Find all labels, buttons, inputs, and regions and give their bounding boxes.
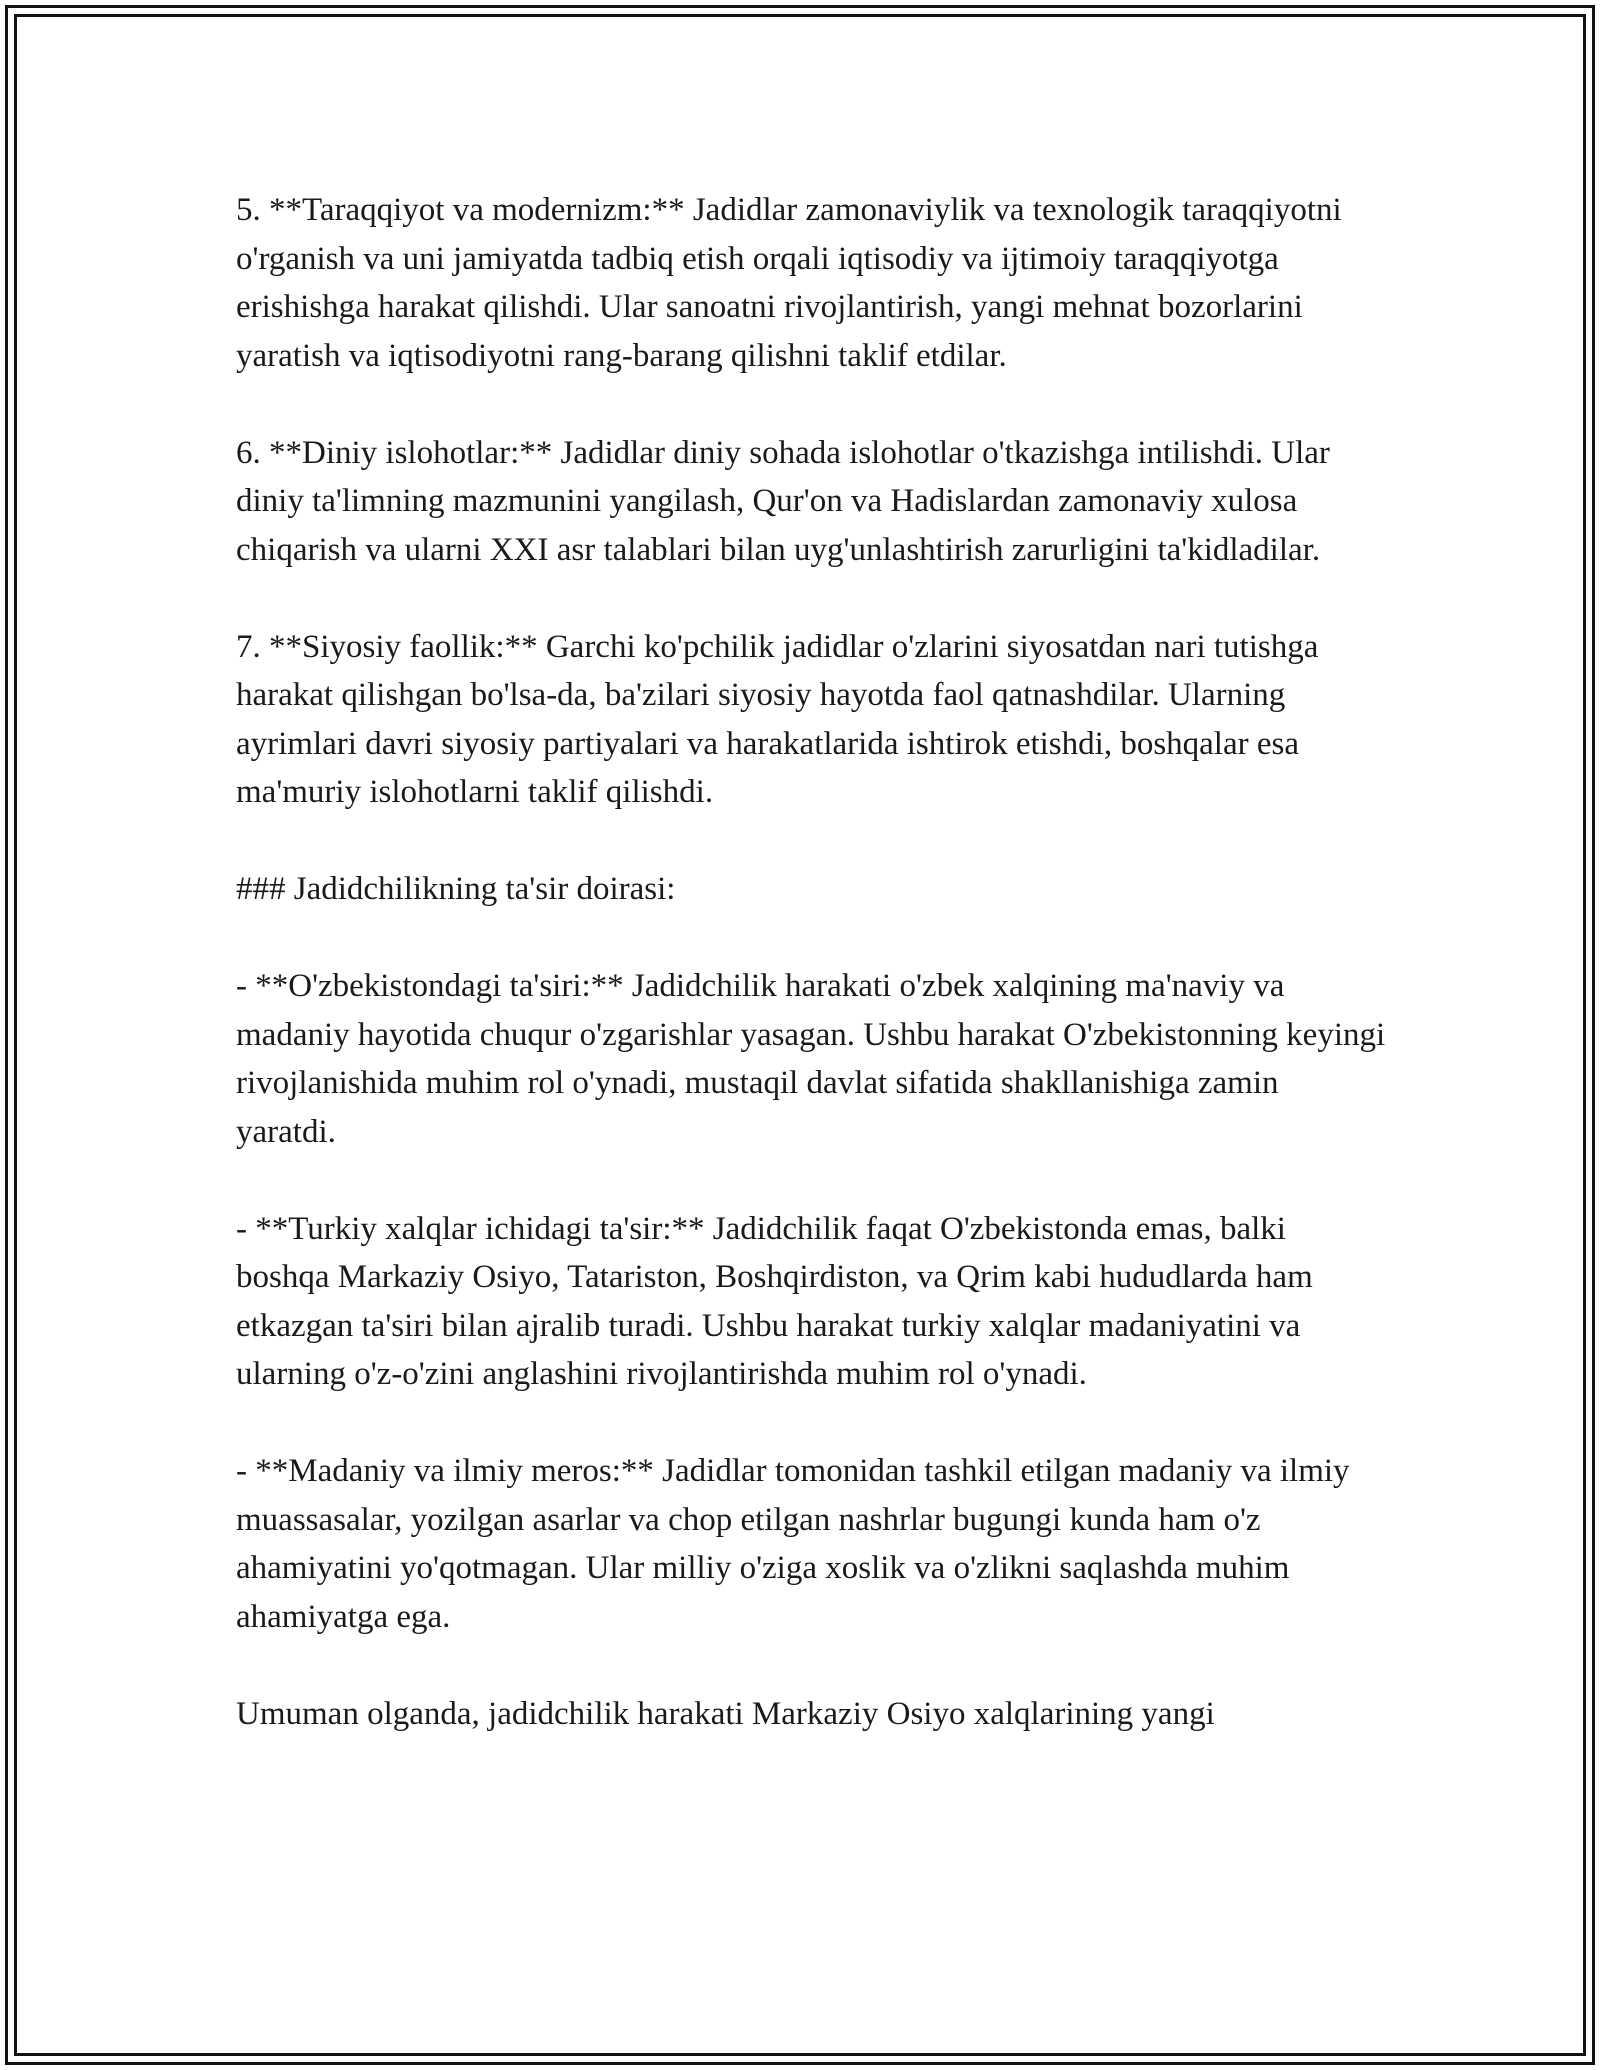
list-item-madaniy-meros: - **Madaniy va ilmiy meros:** Jadidlar tomonidan tashkil etilgan madaniy va ilmiy muassasalar, yozilgan asarlar va chop etilgan nashrlar bugungi kunda ham o'z ahamiyatini yo'qotmagan. Ular milliy o'ziga xoslik va o'zlikni saqlashda muhim ahamiyatga ega. (236, 1453, 1350, 1635)
list-item-ozbekiston: - **O'zbekistondagi ta'siri:** Jadidchilik harakati o'zbek xalqining ma'naviy va madaniy hayotida chuqur o'zgarishlar yasagan. Ushbu harakat O'zbekistonning keyingi rivojlanishida muhim rol o'ynadi, mustaqil davlat sifatida shakllanishiga zamin yaratdi. (236, 968, 1386, 1150)
document-body (236, 186, 1386, 1738)
paragraph-taraqqiyot: 5. **Taraqqiyot va modernizm:** Jadidlar zamonaviylik va texnologik taraqqiyotni o'rganish va uni jamiyatda tadbiq etish orqali iqtisodiy va ijtimoiy taraqqiyotga erishishga harakat qilishdi. Ular sanoatni rivojlantirish, yangi mehnat bozorlarini yaratish va iqtisodiyotni rang-barang qilishni taklif etdilar. (236, 192, 1342, 374)
paragraph-conclusion: Umuman olganda, jadidchilik harakati Markaziy Osiyo xalqlarining yangi (236, 1695, 1215, 1732)
paragraph-siyosiy-faollik: 7. **Siyosiy faollik:** Garchi ko'pchilik jadidlar o'zlarini siyosatdan nari tutishga harakat qilishgan bo'lsa-da, ba'zilari siyosiy hayotda faol qatnashdilar. Ularning ayrimlari davri siyosiy partiyalari va harakatlarida ishtirok etishdi, boshqalar esa ma'muriy islohotlarni taklif qilishdi. (236, 628, 1319, 810)
list-item-turkiy-xalqlar: - **Turkiy xalqlar ichidagi ta'sir:** Jadidchilik faqat O'zbekistonda emas, balki boshqa Markaziy Osiyo, Tatariston, Boshqirdiston, va Qrim kabi hududlarda ham etkazgan ta'siri bilan ajralib turadi. Ushbu harakat turkiy xalqlar madaniyatini va ularning o'z-o'zini anglashini rivojlantirishda muhim rol o'ynadi. (236, 1210, 1313, 1392)
paragraph-diniy-islohotlar: 6. **Diniy islohotlar:** Jadidlar diniy sohada islohotlar o'tkazishga intilishdi. Ular diniy ta'limning mazmunini yangilash, Qur'on va Hadislardan zamonaviy xulosa chiqarish va ularni XXI asr talablari bilan uyg'unlashtirish zarurligini ta'kidladilar. (236, 434, 1330, 568)
section-heading: ### Jadidchilikning ta'sir doirasi: (236, 871, 676, 907)
